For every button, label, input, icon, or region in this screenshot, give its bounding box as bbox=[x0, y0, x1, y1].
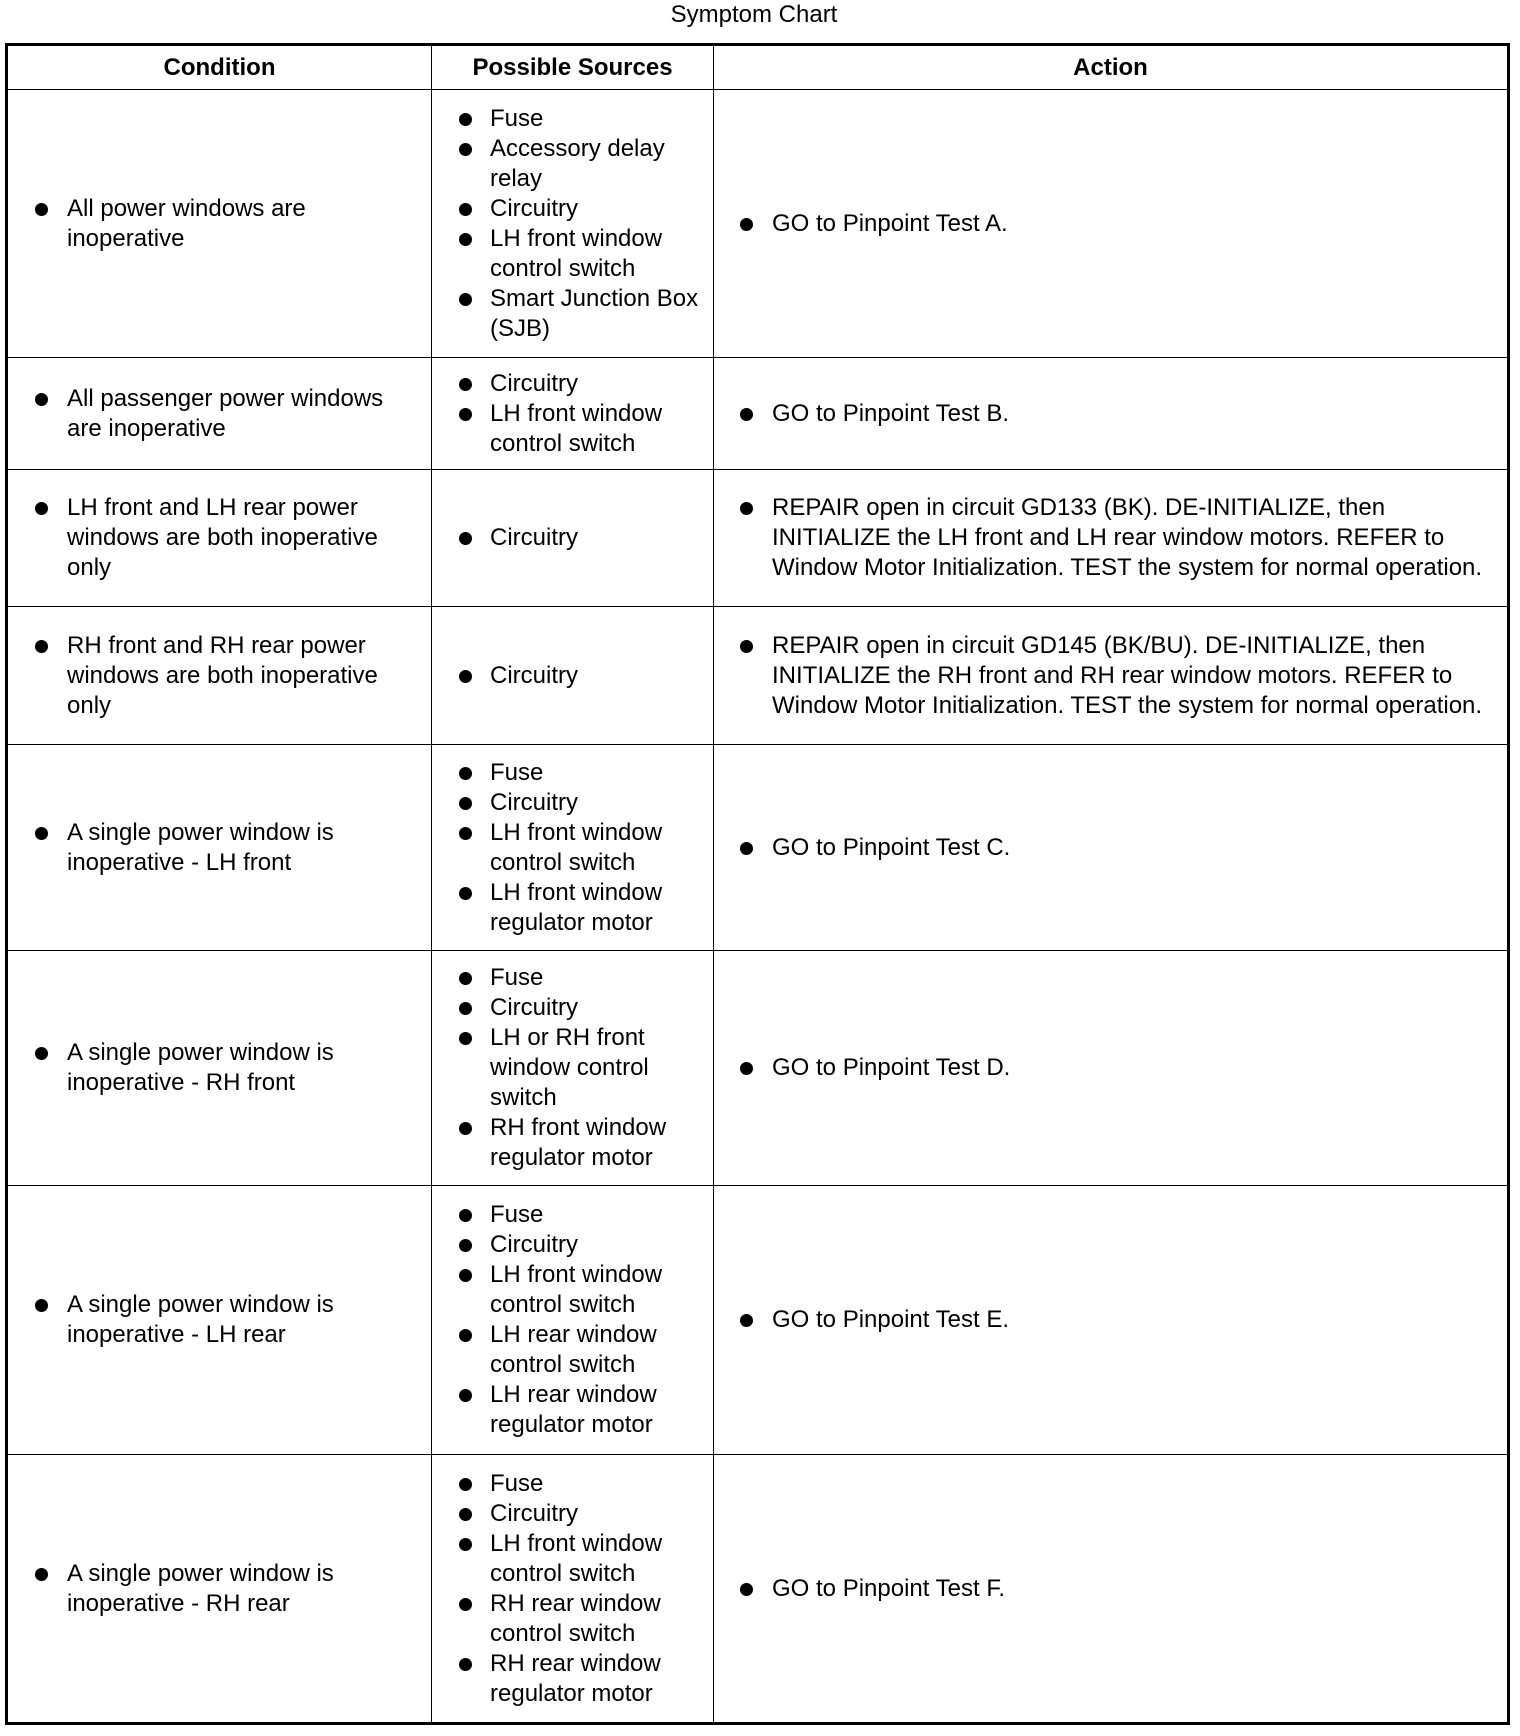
source-item: Circuitry bbox=[432, 661, 713, 691]
action-text: GO to Pinpoint Test C. bbox=[714, 833, 1507, 863]
bullet-list bbox=[714, 399, 1507, 429]
table-row bbox=[7, 358, 1509, 470]
bullet-list bbox=[432, 104, 713, 344]
possible-sources-cell bbox=[432, 470, 714, 607]
bullet-list bbox=[432, 523, 713, 553]
possible-sources-cell bbox=[432, 607, 714, 745]
source-item: Circuitry bbox=[432, 788, 713, 818]
source-item: Accessory delay relay bbox=[432, 134, 713, 194]
source-item: Fuse bbox=[432, 963, 713, 993]
condition-text: All passenger power windows are inoperative bbox=[8, 384, 431, 444]
bullet-list bbox=[8, 631, 431, 721]
bullet-list bbox=[8, 384, 431, 444]
source-item: LH or RH front window control switch bbox=[432, 1023, 713, 1113]
bullet-list bbox=[714, 493, 1507, 583]
table-row bbox=[7, 470, 1509, 607]
action-cell bbox=[714, 951, 1509, 1186]
action-text: GO to Pinpoint Test A. bbox=[714, 209, 1507, 239]
condition-text: RH front and RH rear power windows are both inoperative only bbox=[8, 631, 431, 721]
bullet-list bbox=[432, 661, 713, 691]
source-item: Circuitry bbox=[432, 1230, 713, 1260]
bullet-list bbox=[8, 194, 431, 254]
bullet-list bbox=[8, 1038, 431, 1098]
condition-cell bbox=[7, 1455, 432, 1724]
condition-text: A single power window is inoperative - RH rear bbox=[8, 1559, 431, 1619]
bullet-list bbox=[432, 758, 713, 938]
condition-cell bbox=[7, 951, 432, 1186]
bullet-list bbox=[432, 1469, 713, 1709]
bullet-list bbox=[714, 209, 1507, 239]
action-cell bbox=[714, 1186, 1509, 1455]
bullet-list bbox=[432, 1200, 713, 1440]
bullet-list bbox=[8, 493, 431, 583]
action-cell bbox=[714, 470, 1509, 607]
possible-sources-cell bbox=[432, 745, 714, 951]
source-item: RH front window regulator motor bbox=[432, 1113, 713, 1173]
possible-sources-cell bbox=[432, 90, 714, 358]
symptom-table bbox=[5, 43, 1510, 1725]
possible-sources-cell bbox=[432, 951, 714, 1186]
action-cell bbox=[714, 1455, 1509, 1724]
table-row bbox=[7, 745, 1509, 951]
source-item: LH front window control switch bbox=[432, 1260, 713, 1320]
source-item: Fuse bbox=[432, 104, 713, 134]
bullet-list bbox=[714, 833, 1507, 863]
source-item: LH rear window control switch bbox=[432, 1320, 713, 1380]
condition-cell bbox=[7, 1186, 432, 1455]
source-item: RH rear window regulator motor bbox=[432, 1649, 713, 1709]
source-item: Circuitry bbox=[432, 993, 713, 1023]
action-text: REPAIR open in circuit GD145 (BK/BU). DE-INITIALIZE, then INITIALIZE the RH front and RH rear window motors. REFER to Window Motor Initialization. TEST the system for normal operation. bbox=[714, 631, 1507, 721]
condition-text: LH front and LH rear power windows are both inoperative only bbox=[8, 493, 431, 583]
condition-cell bbox=[7, 745, 432, 951]
bullet-list bbox=[432, 963, 713, 1173]
bullet-list bbox=[8, 818, 431, 878]
table-body bbox=[7, 90, 1509, 1724]
source-item: LH front window regulator motor bbox=[432, 878, 713, 938]
action-text: GO to Pinpoint Test B. bbox=[714, 399, 1507, 429]
table-row bbox=[7, 1186, 1509, 1455]
condition-text: All power windows are inoperative bbox=[8, 194, 431, 254]
header-condition: Condition bbox=[7, 45, 432, 90]
condition-text: A single power window is inoperative - LH front bbox=[8, 818, 431, 878]
bullet-list bbox=[714, 1574, 1507, 1604]
bullet-list bbox=[8, 1559, 431, 1619]
header-possible-sources: Possible Sources bbox=[432, 45, 714, 90]
source-item: LH rear window regulator motor bbox=[432, 1380, 713, 1440]
source-item: Circuitry bbox=[432, 523, 713, 553]
action-cell bbox=[714, 745, 1509, 951]
bullet-list bbox=[432, 369, 713, 459]
bullet-list bbox=[714, 1053, 1507, 1083]
action-cell bbox=[714, 607, 1509, 745]
table-row bbox=[7, 1455, 1509, 1724]
bullet-list bbox=[714, 631, 1507, 721]
table-row bbox=[7, 90, 1509, 358]
source-item: Circuitry bbox=[432, 1499, 713, 1529]
source-item: LH front window control switch bbox=[432, 1529, 713, 1589]
condition-cell bbox=[7, 470, 432, 607]
source-item: Circuitry bbox=[432, 194, 713, 224]
possible-sources-cell bbox=[432, 1186, 714, 1455]
source-item: LH front window control switch bbox=[432, 224, 713, 284]
source-item: RH rear window control switch bbox=[432, 1589, 713, 1649]
source-item: Smart Junction Box (SJB) bbox=[432, 284, 713, 344]
condition-text: A single power window is inoperative - LH rear bbox=[8, 1290, 431, 1350]
action-cell bbox=[714, 358, 1509, 470]
source-item: Fuse bbox=[432, 758, 713, 788]
condition-text: A single power window is inoperative - RH front bbox=[8, 1038, 431, 1098]
possible-sources-cell bbox=[432, 358, 714, 470]
action-text: GO to Pinpoint Test E. bbox=[714, 1305, 1507, 1335]
table-row bbox=[7, 607, 1509, 745]
action-text: GO to Pinpoint Test F. bbox=[714, 1574, 1507, 1604]
condition-cell bbox=[7, 90, 432, 358]
action-text: REPAIR open in circuit GD133 (BK). DE-INITIALIZE, then INITIALIZE the LH front and LH rear window motors. REFER to Window Motor Initialization. TEST the system for normal operation. bbox=[714, 493, 1507, 583]
source-item: LH front window control switch bbox=[432, 818, 713, 878]
source-item: LH front window control switch bbox=[432, 399, 713, 459]
source-item: Circuitry bbox=[432, 369, 713, 399]
table-row bbox=[7, 951, 1509, 1186]
header-action: Action bbox=[714, 45, 1509, 90]
condition-cell bbox=[7, 358, 432, 470]
bullet-list bbox=[8, 1290, 431, 1350]
action-cell bbox=[714, 90, 1509, 358]
table-header-row bbox=[7, 45, 1509, 90]
action-text: GO to Pinpoint Test D. bbox=[714, 1053, 1507, 1083]
condition-cell bbox=[7, 607, 432, 745]
possible-sources-cell bbox=[432, 1455, 714, 1724]
bullet-list bbox=[714, 1305, 1507, 1335]
source-item: Fuse bbox=[432, 1200, 713, 1230]
source-item: Fuse bbox=[432, 1469, 713, 1499]
chart-title: Symptom Chart bbox=[670, 1, 838, 28]
